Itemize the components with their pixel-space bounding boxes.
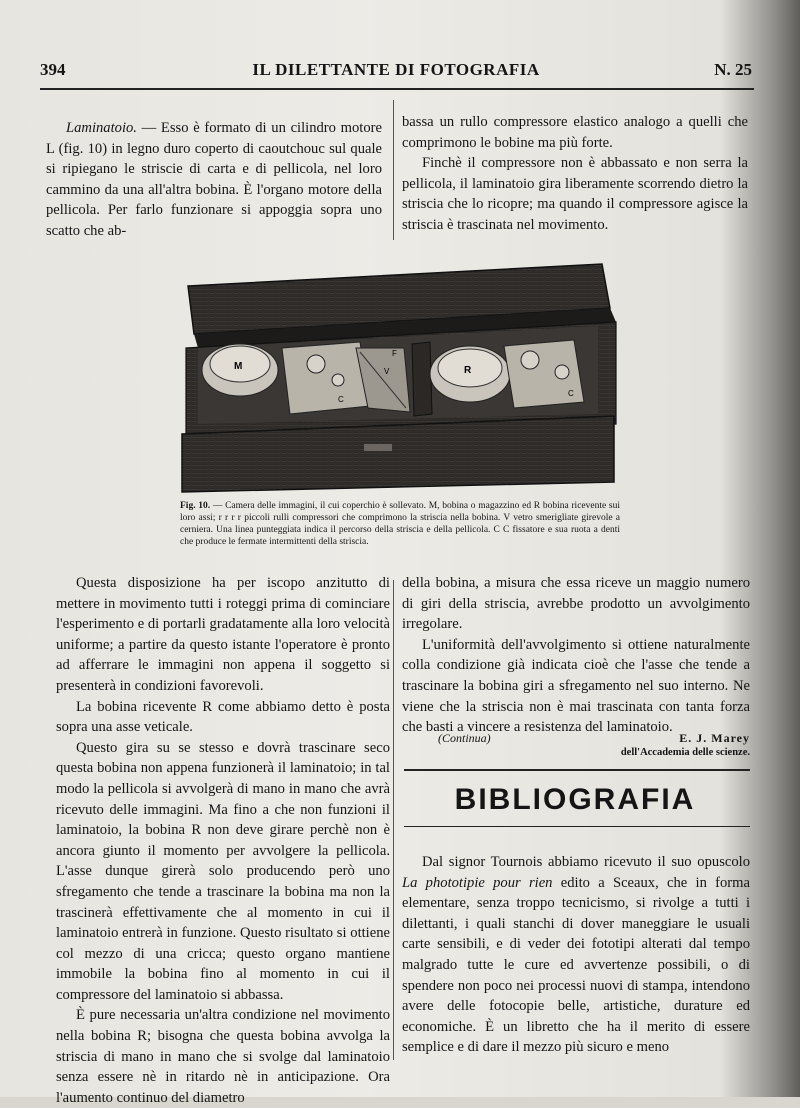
figure-camera-engraving bbox=[178, 256, 618, 496]
front-plate bbox=[364, 444, 392, 451]
figure-label-r: R bbox=[464, 365, 472, 376]
paragraph: bassa un rullo compressore elastico analogo a quelli che comprimono le bobine ma più forte. bbox=[402, 114, 748, 151]
caption-label: Fig. 10. bbox=[180, 501, 211, 511]
paragraph: La bobina ricevente R come abbiamo detto è posta sopra una asse veticale. bbox=[56, 698, 390, 736]
author-name: E. J. Marey bbox=[679, 731, 750, 745]
paragraph: L'uniformità dell'avvolgimento si ottiene naturalmente colla condizione già indicata cioè che l'asse che tende a trascinare la bobina giri a sfregamento nel suo interno. Ne viene che la striscia non è mai trascinata con tanta forza che basti a vincere a resistenza del laminatoio. bbox=[402, 636, 750, 736]
laminatoio-paragraph bbox=[46, 118, 382, 242]
author-affiliation: dell'Accademia delle scienze. bbox=[620, 747, 750, 758]
issue-number: N. 25 bbox=[714, 60, 752, 79]
laminatoio-text: — Esso è formato di un cilindro motore L (fig. 10) in legno duro coperto di caoutchouc sul quale si ripiegano le striscie di carta e di pellicola, nel loro cammino da una all'altra bobina. È l'organo motore della pellicola. Per farlo funzionare si appoggia sopra uno scatto che ab- bbox=[46, 120, 382, 239]
paragraph: della bobina, a misura che essa riceve un maggio numero di giri della striscia, avrebbe prodotto un avvolgimento irregolare. bbox=[402, 575, 750, 633]
top-left-column bbox=[46, 118, 382, 242]
run-in-head: Laminatoio. bbox=[66, 120, 137, 136]
running-header bbox=[40, 60, 752, 84]
partition bbox=[412, 342, 432, 416]
continued-note: (Continua) bbox=[438, 731, 491, 745]
figure-caption bbox=[180, 500, 620, 548]
paragraph: Questo gira su se stesso e dovrà trascinare seco questa bobina non appena funzionerà il laminatoio; in tal modo la pellicola si avvolgerà di mano in mano che avrà ricevuto delle immagini. Ma fino a che non funzioni il laminatoio, la bobina R non deve girare perchè non è ancora giunto il momento per avvolgere la pellicola. L'asse dunque girerà solo producendo però uno sfregamento che tende a trascinare la bobina ma non la trascinerà effettivamente che al momento in cui il laminatoio entrerà in funzione. Questo risultato si ottiene col mezzo di una cricca; questo organo mantiene immobile la bobina fino al momento in cui il compressore del laminatoio si abbassa. bbox=[56, 739, 390, 1003]
paragraph: Questa disposizione ha per iscopo anzitutto di mettere in movimento tutti i roteggi prima di cominciare l'esperimento e di portarli gradatamente alla loro velocità uniforme; a partire da questo istante l'operatore è pronto ad afferrare le immagini non appena il soggetto si presenterà in condizioni favorevoli. bbox=[56, 575, 390, 694]
biblio-text: edito a Sceaux, che in forma elementare, senza troppo tecnicismo, si rivolge a tutti i dilettanti, i quali stanchi di dover maneggiare le usuali carte sensibili, e di veder dei fototipi alterati dal tempo malgrado tutte le cure ed avvertenze possibili, o di spendere non poco nei processi nuovi di stampa, intendono avere delle fotocopie belle, artistiche, durature ed economiche. È un libretto che ha il merito di essere semplice e di dare il mezzo più sicuro e meno bbox=[402, 874, 750, 1056]
bibliography-paragraph bbox=[402, 852, 750, 1058]
section-heading: BIBLIOGRAFIA bbox=[454, 783, 696, 816]
figure-label-f: F bbox=[392, 349, 397, 358]
column-divider-bottom bbox=[393, 580, 394, 1060]
section-rule-lower bbox=[404, 826, 750, 827]
figure-label-c2: C bbox=[568, 389, 574, 398]
page-number: 394 bbox=[40, 60, 66, 79]
header-rule bbox=[40, 88, 754, 90]
bottom-left-column bbox=[56, 573, 390, 1108]
column-divider-top bbox=[393, 100, 394, 240]
top-right-column bbox=[402, 112, 748, 236]
caption-text: — Camera delle immagini, il cui coperchio è sollevato. M, bobina o magazzino ed R bobina ricevente sui loro assi; r r r r piccoli rulli compressori che comprimono la striscia nella bobina. V vetro smerigliate girevole a cerniera. Una linea punteggiata indica il percorso della striscia e della pellicola. C C fissatore e sua ruota a denti che produce le fermate intermittenti della striscia. bbox=[180, 501, 620, 547]
paragraph: Finchè il compressore non è abbassato e non serra la pellicola, il laminatoio gira liberamente scorrendo dietro la striscia che lo ricopre; ma quando il compressore agisce la striscia è trascinata nel movimento. bbox=[402, 155, 748, 233]
bottom-right-column bbox=[402, 573, 750, 738]
figure-label-v: V bbox=[384, 367, 390, 376]
paragraph: È pure necessaria un'altra condizione nel movimento nella bobina R; bisogna che questa bobina avvolga la striscia di mano in mano che si svolge dal laminatoio senza essere nè in ritardo nè in anticipazione. Ora l'aumento continuo del diametro bbox=[56, 1007, 390, 1106]
journal-title: IL DILETTANTE DI FOTOGRAFIA bbox=[252, 60, 540, 79]
figure-label-c: C bbox=[338, 395, 344, 404]
section-rule bbox=[404, 769, 750, 771]
bibliography-column bbox=[402, 852, 750, 1058]
figure-label-m: M bbox=[234, 361, 243, 372]
book-title: La phototipie pour rien bbox=[402, 874, 553, 891]
biblio-intro: Dal signor Tournois abbiamo ricevuto il suo opuscolo bbox=[422, 854, 750, 870]
